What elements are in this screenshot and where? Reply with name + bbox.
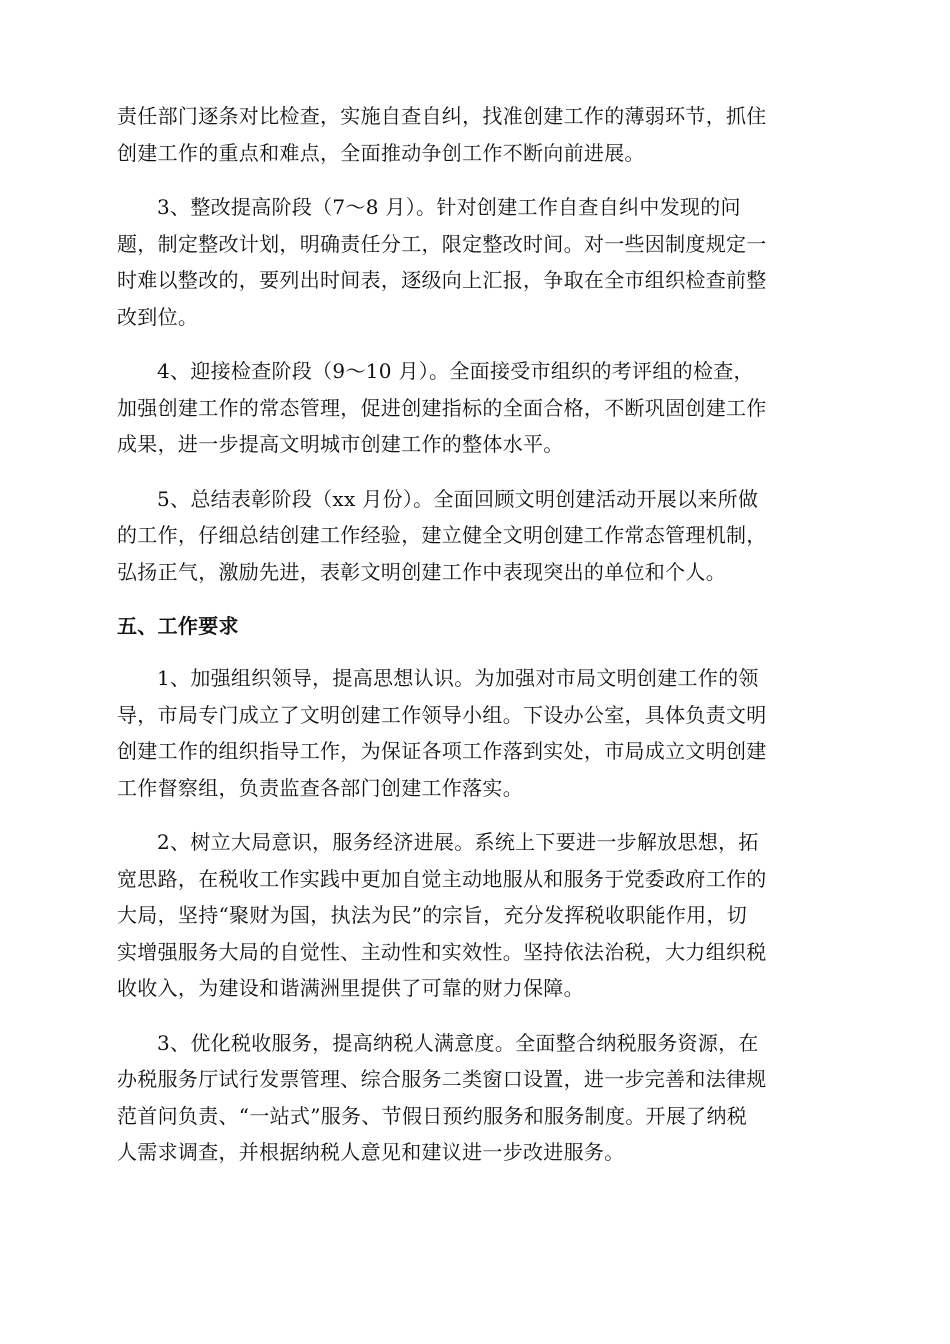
paragraph-stage-3 — [117, 189, 833, 335]
text-line: 改到位。 — [117, 304, 199, 329]
paragraph-requirement-3 — [117, 1025, 833, 1171]
text-line: 范首问负责、“一站式”服务、节假日预约服务和服务制度。开展了纳税 — [117, 1103, 748, 1128]
text-line: 实增强服务大局的自觉性、主动性和实效性。坚持依法治税，大力组织税 — [117, 939, 767, 964]
text-line: 创建工作的组织指导工作，为保证各项工作落到实处，市局成立文明创建 — [117, 739, 767, 763]
text-line: 题，制定整改计划，明确责任分工，限定整改时间。对一些因制度规定一 — [117, 231, 767, 256]
paragraph-stage-4 — [117, 353, 833, 463]
text-line: 收收入，为建设和谐满洲里提供了可靠的财力保障。 — [117, 976, 584, 1000]
text-line: 工作督察组，负责监查各部门创建工作落实。 — [117, 775, 523, 800]
text-line: 人需求调查，并根据纳税人意见和建议进一步改进服务。 — [117, 1140, 625, 1164]
text-line: 1、加强组织领导，提高思想认识。为加强对市局文明创建工作的领 — [157, 666, 759, 690]
text-line: 3、优化税收服务，提高纳税人满意度。全面整合纳税服务资源，在 — [157, 1030, 759, 1055]
paragraph-requirement-1 — [117, 660, 833, 806]
section-heading: 五、工作要求 — [117, 614, 239, 638]
text-line: 2、树立大局意识，服务经济进展。系统上下要进一步解放思想，拓 — [157, 830, 759, 854]
text-line: 成果，进一步提高文明城市创建工作的整体水平。 — [117, 432, 564, 456]
text-line: 弘扬正气，激励先进，表彰文明创建工作中表现突出的单位和个人。 — [117, 559, 726, 584]
text-line: 责任部门逐条对比检查，实施自查自纠，找准创建工作的薄弱环节，抓住 — [117, 104, 767, 128]
text-line: 导，市局专门成立了文明创建工作领导小组。下设办公室，具体负责文明 — [117, 702, 767, 727]
text-line: 5、总结表彰阶段（xx 月份）。全面回顾文明创建活动开展以来所做 — [157, 486, 759, 511]
paragraph-continued — [117, 98, 833, 171]
document-body — [117, 98, 833, 1189]
text-line: 创建工作的重点和难点，全面推动争创工作不断向前进展。 — [117, 140, 645, 165]
text-line: 时难以整改的，要列出时间表，逐级向上汇报，争取在全市组织检查前整 — [117, 268, 767, 292]
text-line: 大局，坚持“聚财为国，执法为民”的宗旨，充分发挥税收职能作用，切 — [117, 903, 748, 927]
text-line: 加强创建工作的常态管理，促进创建指标的全面合格，不断巩固创建工作 — [117, 395, 767, 420]
text-line: 3、整改提高阶段（7～8 月）。针对创建工作自查自纠中发现的问 — [157, 195, 741, 219]
text-line: 4、迎接检查阶段（9～10 月）。全面接受市组织的考评组的检查， — [157, 359, 754, 383]
text-line: 的工作，仔细总结创建工作经验，建立健全文明创建工作常态管理机制， — [117, 523, 767, 547]
paragraph-stage-5 — [117, 481, 833, 591]
paragraph-requirement-2 — [117, 824, 833, 1007]
text-line: 办税服务厅试行发票管理、综合服务二类窗口设置，进一步完善和法律规 — [117, 1067, 767, 1091]
text-line: 宽思路，在税收工作实践中更加自觉主动地服从和服务于党委政府工作的 — [117, 866, 767, 891]
